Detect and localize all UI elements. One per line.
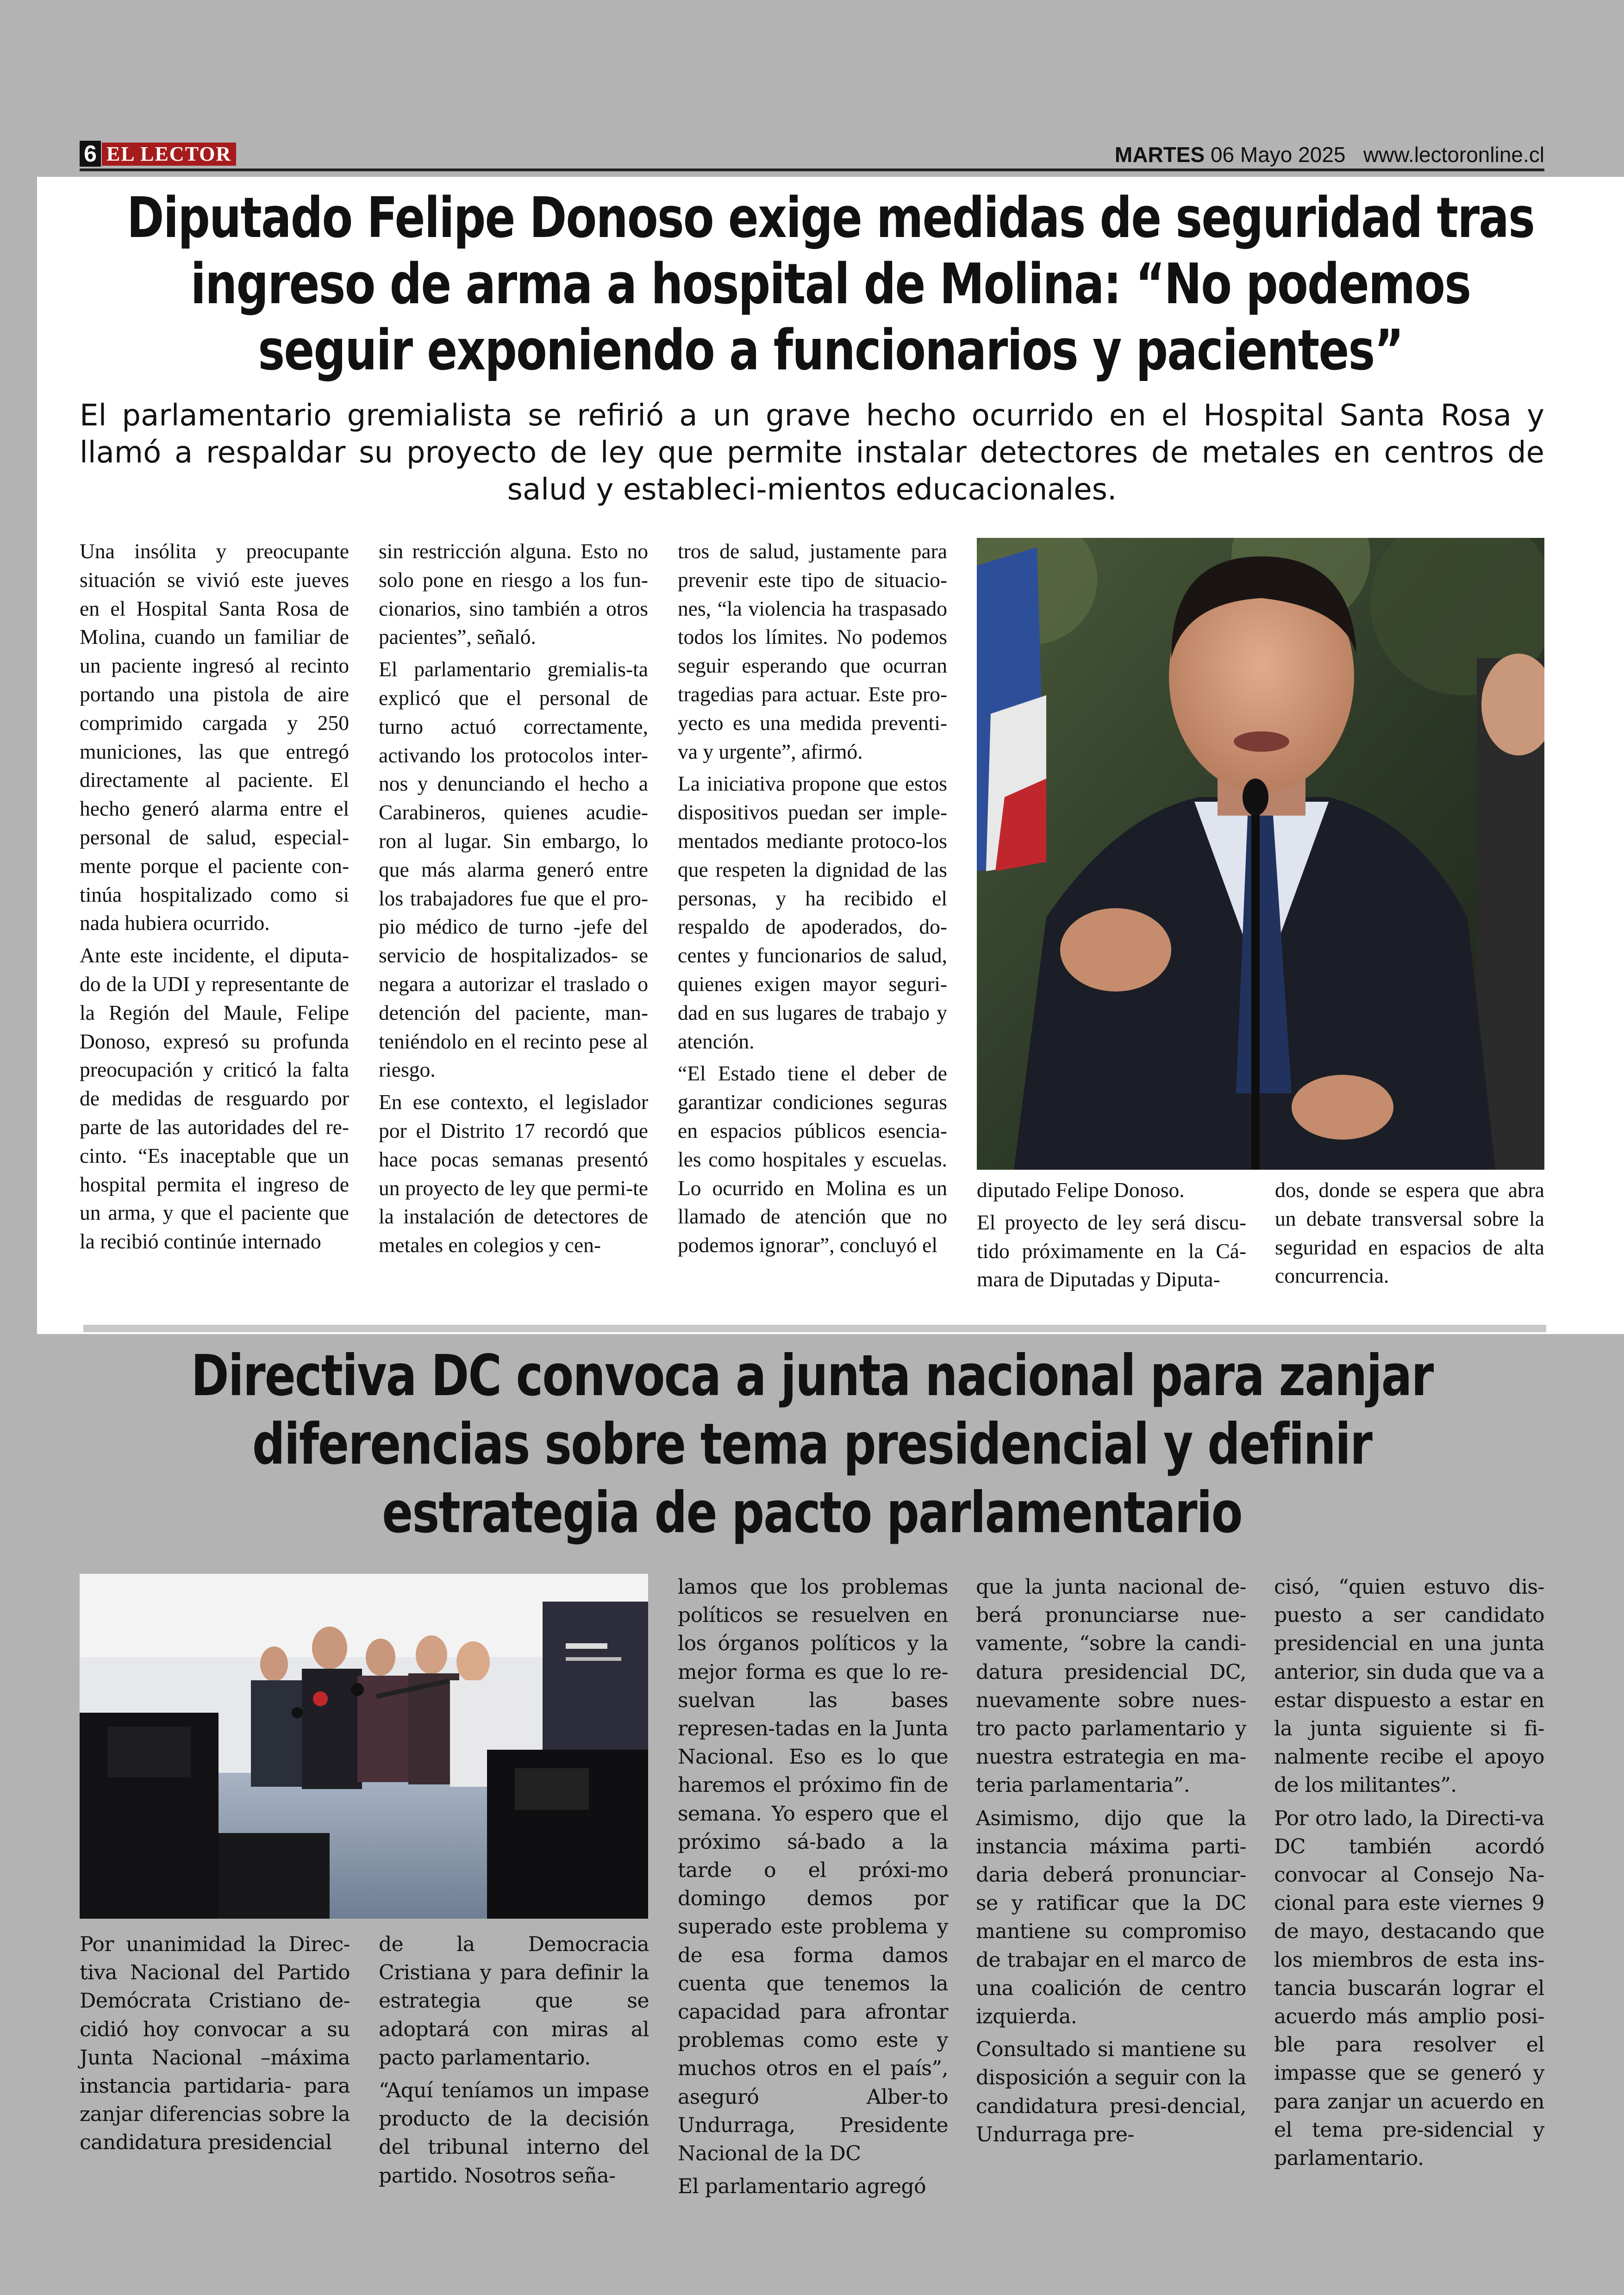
article2-paragraph: cisó, “quien estuvo dis-puesto a ser candidato presidencial en una junta anterior, sin duda que va a estar dispuesto a estar en la junta siguiente si fi-nalmente recibe el apoyo de los militantes”. (1274, 1575, 1544, 1797)
article1-headline: Diputado Felipe Donoso exige medidas de seguridad tras ingreso de arma a hospital de Molina: “No podemos seguir exponiendo a funcionarios y pacientes” (126, 186, 1535, 383)
article2-col2 (379, 1930, 649, 2195)
article1-paragraph: Una insólita y preocupante situación se vivió este jueves en el Hospital Santa Rosa de Molina, cuando un familiar de un paciente ingresó al recinto portando una pistola de aire comprimido cargada y 250 municiones, las que entregó directamente al paciente. El hecho generó alarma entre el personal de salud, especial-mente porque el paciente con-tinúa hospitalizado como si nada hubiera ocurrido. (80, 539, 349, 935)
article2-paragraph: Consultado si mantiene su disposición a seguir con la candidatura presi-dencial, Undurraga pre- (976, 2038, 1246, 2146)
header-rule (80, 168, 1544, 171)
article1-photo (977, 538, 1544, 1170)
article1-col2 (379, 537, 648, 1263)
article1-paragraph: El parlamentario gremialis-ta explicó que el personal de turno actuó correctamente, activando los protocolos inter-nos y denunciando el hecho a Carabineros, quienes acudie-ron al lugar. Sin embargo, lo que más alarma generó entre los trabajadores fue que el pro-pio médico de turno -jefe del servicio de hospitalizados- se negara a autorizar el traslado o detención del paciente, man-teniéndolo en el recinto pese al riesgo. (379, 657, 648, 1082)
article2-col1 (80, 1930, 350, 2162)
article1-paragraph: tros de salud, justamente para prevenir este tipo de situacio-nes, “la violencia ha traspasado todos los límites. No podemos seguir esperando que ocurran tragedias para actuar. Este pro-yecto es una medida preventi-va y urgente”, afirmó. (678, 539, 947, 763)
header-date: 06 Mayo 2025 (1210, 143, 1346, 167)
article1-subtitle: El parlamentario gremialista se refirió a un grave hecho ocurrido en el Hospital Santa Rosa y llamó a respaldar su proyecto de ley que permite instalar detectores de metales en centros de salud y estableci-mientos educacionales. (80, 399, 1544, 507)
article1-paragraph: “El Estado tiene el deber de garantizar condiciones seguras en espacios públicos esencia-les como hospitales y escuelas. Lo ocurrido en Molina es un llamado de atención que no podemos ignorar”, concluyó el (678, 1061, 947, 1257)
section-divider (83, 1325, 1546, 1332)
article2-paragraph: El parlamentario agregó (678, 2175, 926, 2199)
article2-paragraph: Por unanimidad la Direc-tiva Nacional del Partido Demócrata Cristiano de-cidió hoy convocar a su Junta Nacional –máxima instancia partidaria- para zanjar diferencias sobre la candidatura presidencial (80, 1933, 350, 2155)
article2-col5 (1274, 1573, 1544, 2177)
article2-paragraph: de la Democracia Cristiana y para definir la estrategia que se adoptará con miras al pacto parlamentario. (379, 1933, 649, 2070)
newspaper-logo: EL LECTOR (102, 143, 236, 166)
article2-paragraph: lamos que los problemas políticos se resuelven en los órganos políticos y la mejor forma es que lo re-suelvan las bases represen-tadas en la Junta Nacional. Eso es lo que haremos el próximo fin de semana. Yo espero que el próximo sá-bado a la tarde o el próxi-mo domingo demos por superado este problema y de esa forma damos cuenta que tenemos la capacidad para afrontar problemas como este y muchos otros en el país”, aseguró Alber-to Undurraga, Presidente Nacional de la DC (678, 1575, 948, 2166)
article1-col3 (678, 537, 947, 1263)
header-dateline (1115, 142, 1544, 168)
article2-col4 (976, 1573, 1246, 2153)
article1-paragraph: Ante este incidente, el diputa-do de la UDI y representante de la Región del Maule, Felipe Donoso, expresó su profunda preocupación y criticó la falta de medidas de resguardo por parte de las autoridades del re-cinto. “Es inaceptable que un hospital permita el ingreso de un arma, y que el paciente que la recibió continúe internado (80, 943, 349, 1254)
article2-col3 (678, 1573, 948, 2205)
header-website[interactable]: www.lectoronline.cl (1363, 143, 1544, 167)
article1-col1 (80, 537, 349, 1260)
article1-paragraph: La iniciativa propone que estos dispositivos puedan ser imple-mentados mediante protoco-los que respeten la dignidad de las personas, y ha recibido el respaldo de apoderados, do-centes y funcionarios de salud, quienes exigen mayor seguri-dad en sus lugares de trabajo y atención. (678, 772, 947, 1053)
article1-paragraph: diputado Felipe Donoso. (977, 1178, 1185, 1202)
article2-paragraph: Asimismo, dijo que la instancia máxima parti-daria deberá pronunciar-se y ratificar que la DC mantiene su compromiso de trabajar en el marco de una coalición de centro izquierda. (976, 1806, 1246, 2029)
header-day: MARTES (1114, 143, 1205, 167)
article1-col5 (1275, 1176, 1544, 1294)
article1-paragraph: En ese contexto, el legislador por el Distrito 17 recordó que hace pocas semanas presentó un proyecto de ley que permi-te la instalación de detectores de metales en colegios y cen- (379, 1090, 648, 1257)
article2-paragraph: “Aquí teníamos un impase producto de la decisión del tribunal interno del partido. Nosotros seña- (379, 2079, 649, 2188)
article2-paragraph: que la junta nacional de-berá pronunciarse nue-vamente, “sobre la candi-datura presidencial DC, nuevamente sobre nues-tro pacto parlamentario y nuestra estrategia en ma-teria parlamentaria”. (976, 1575, 1246, 1797)
article1-paragraph: sin restricción alguna. Esto no solo pone en riesgo a los fun-cionarios, sino también a otros pacientes”, señaló. (379, 539, 648, 649)
article2-paragraph: Por otro lado, la Directi-va DC también acordó convocar al Consejo Na-cional para este viernes 9 de mayo, destacando que los miembros de esta ins-tancia buscarán lograr el acuerdo más amplio posi-ble para resolver el impasse que se generó y para zanjar un acuerdo en el tema pre-sidencial y parlamentario. (1274, 1806, 1544, 2170)
article1-paragraph: El proyecto de ley será discu-tido próximamente en la Cá-mara de Diputadas y Diputa- (977, 1210, 1246, 1291)
article1-paragraph: dos, donde se espera que abra un debate transversal sobre la seguridad en espacios de alta concurrencia. (1275, 1178, 1544, 1288)
article2-headline: Directiva DC convoca a junta nacional para zanjar diferencias sobre tema presidencial y definir estrategia de pacto parlamentario (191, 1343, 1433, 1546)
page-number: 6 (80, 141, 101, 167)
article1-col4 (977, 1176, 1246, 1297)
article2-photo (80, 1574, 648, 1919)
